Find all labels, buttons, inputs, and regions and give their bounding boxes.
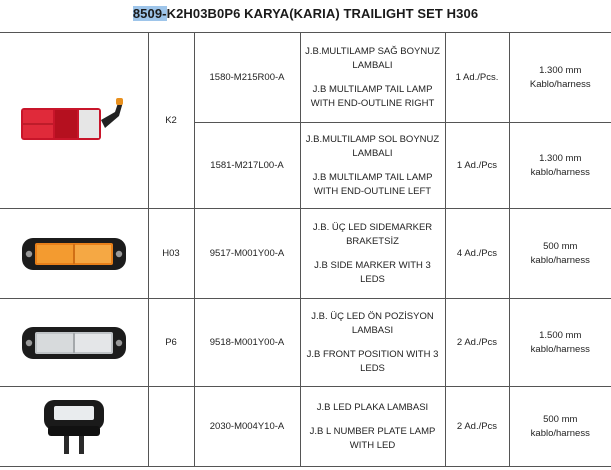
title-highlight: 8509- <box>132 6 167 21</box>
description-cell <box>300 33 445 123</box>
quantity-cell: 1 Ad./Pcs <box>445 123 509 209</box>
cable-cell: 1.500 mm kablo/harness <box>509 299 611 387</box>
product-image-cell <box>0 299 148 387</box>
description-en: J.B L NUMBER PLATE LAMP WITH LED <box>309 425 436 451</box>
description-tr: J.B.MULTILAMP SAĞ BOYNUZ LAMBALI <box>305 45 440 71</box>
parts-table <box>0 32 611 467</box>
amber-side-marker-image <box>21 236 127 272</box>
description-en: J.B FRONT POSITION WITH 3 LEDS <box>306 348 439 374</box>
part-number-cell: 1580-M215R00-A <box>194 33 300 123</box>
set-code-cell: H03 <box>148 209 194 299</box>
description-en: J.B SIDE MARKER WITH 3 LEDS <box>314 259 431 285</box>
table-row <box>0 209 611 299</box>
number-plate-lamp-image <box>34 396 114 458</box>
description-tr: J.B. ÜÇ LED SIDEMARKER BRAKETSİZ <box>312 221 433 247</box>
description-cell <box>300 299 445 387</box>
page-title <box>0 0 611 28</box>
description-en: J.B MULTILAMP TAIL LAMP WITH END-OUTLINE LEFT <box>312 171 433 197</box>
description-cell <box>300 123 445 209</box>
cable-cell: 1.300 mm Kablo/harness <box>509 33 611 123</box>
clear-position-lamp-image <box>21 325 127 361</box>
cable-cell: 500 mm kablo/harness <box>509 209 611 299</box>
part-number-cell: 2030-M004Y10-A <box>194 387 300 467</box>
description-tr: J.B.MULTILAMP SOL BOYNUZ LAMBALI <box>305 133 440 159</box>
table-row <box>0 33 611 123</box>
description-tr: J.B. ÜÇ LED ÖN POZİSYON LAMBASI <box>311 310 434 336</box>
part-number-cell: 9517-M001Y00-A <box>194 209 300 299</box>
product-image-cell <box>0 33 148 209</box>
part-number-cell: 1581-M217L00-A <box>194 123 300 209</box>
title-text: K2H03B0P6 KARYA(KARIA) TRAILIGHT SET H306 <box>166 6 479 21</box>
description-cell <box>300 387 445 467</box>
quantity-cell: 4 Ad./Pcs <box>445 209 509 299</box>
set-code-cell: P6 <box>148 299 194 387</box>
product-image-cell <box>0 387 148 467</box>
quantity-cell: 2 Ad./Pcs <box>445 387 509 467</box>
multilamp-tail-lamp-image <box>19 98 129 144</box>
cable-cell: 1.300 mm kablo/harness <box>509 123 611 209</box>
set-code-cell <box>148 387 194 467</box>
part-number-cell: 9518-M001Y00-A <box>194 299 300 387</box>
description-tr: J.B LED PLAKA LAMBASI <box>316 401 429 413</box>
cable-cell: 500 mm kablo/harness <box>509 387 611 467</box>
product-image-cell <box>0 209 148 299</box>
table-row <box>0 299 611 387</box>
set-code-cell: K2 <box>148 33 194 209</box>
quantity-cell: 1 Ad./Pcs. <box>445 33 509 123</box>
description-en: J.B MULTILAMP TAIL LAMP WITH END-OUTLINE RIGHT <box>310 83 435 109</box>
table-row <box>0 387 611 467</box>
description-cell <box>300 209 445 299</box>
quantity-cell: 2 Ad./Pcs <box>445 299 509 387</box>
